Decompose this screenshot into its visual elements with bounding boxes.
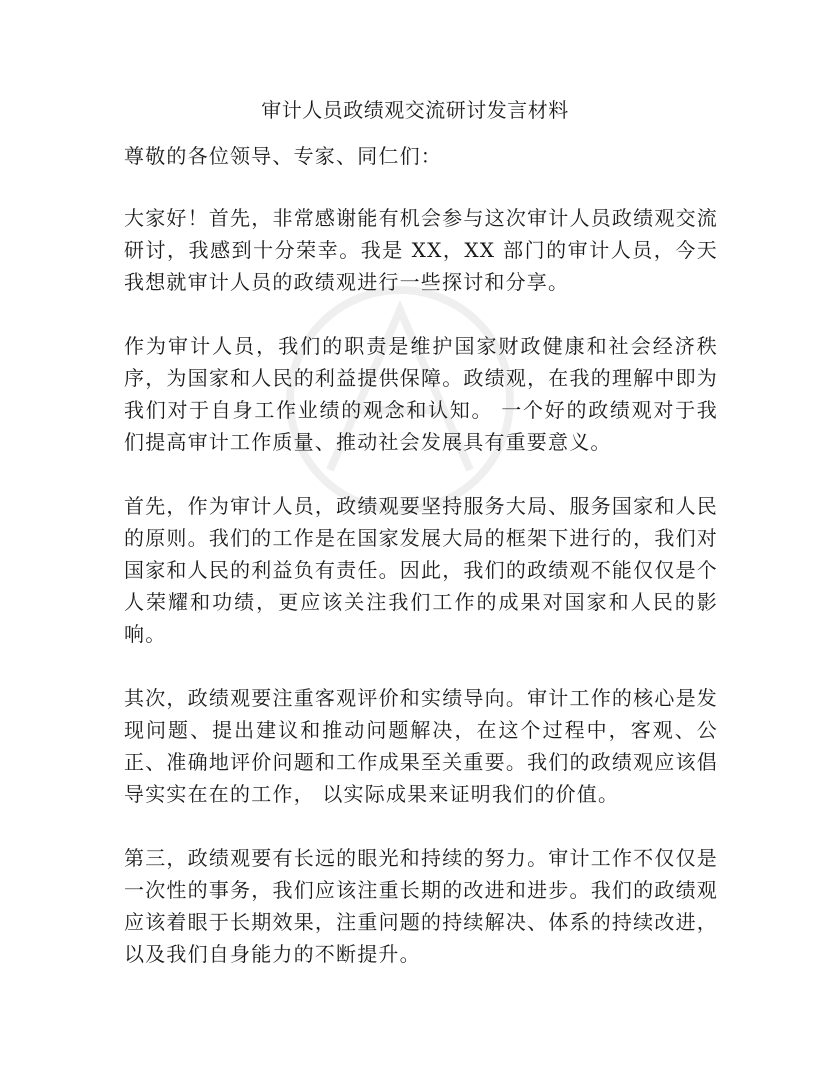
- paragraph-second-point: 其次，政绩观要注重客观评价和实绩导向。审计工作的核心是发现问题、提出建议和推动问题解决，在这个过程中，客观、公正、准确地评价问题和工作成果至关重要。我们的政绩观应该倡导实实在在的工作， 以实际成果来证明我们的价值。: [124, 686, 718, 806]
- paragraph-third-point: 第三，政绩观要有长远的眼光和持续的努力。审计工作不仅仅是一次性的事务，我们应该注重长期的改进和进步。我们的政绩观应该着眼于长期效果，注重问题的持续解决、体系的持续改进，以及我们自身能力的不断提升。: [124, 846, 718, 966]
- document-title: 审计人员政绩观交流研讨发言材料: [261, 98, 569, 122]
- greeting-line: 尊敬的各位领导、专家、同仁们：: [124, 144, 442, 168]
- document-body: [124, 140, 718, 1002]
- paragraph-responsibility: 作为审计人员，我们的职责是维护国家财政健康和社会经济秩序，为国家和人民的利益提供保障。政绩观，在我的理解中即为我们对于自身工作业绩的观念和认知。 一个好的政绩观对于我们提高审计工作质量、推动社会发展具有重要意义。: [124, 334, 718, 454]
- paragraph-intro: 大家好！首先，非常感谢能有机会参与这次审计人员政绩观交流研讨，我感到十分荣幸。我是 XX，XX 部门的审计人员，今天我想就审计人员的政绩观进行一些探讨和分享。: [124, 206, 718, 294]
- paragraph-first-point: 首先，作为审计人员，政绩观要坚持服务大局、服务国家和人民的原则。我们的工作是在国家发展大局的框架下进行的，我们对国家和人民的利益负有责任。因此，我们的政绩观不能仅仅是个人荣耀和功绩，更应该关注我们工作的成果对国家和人民的影响。: [124, 494, 718, 646]
